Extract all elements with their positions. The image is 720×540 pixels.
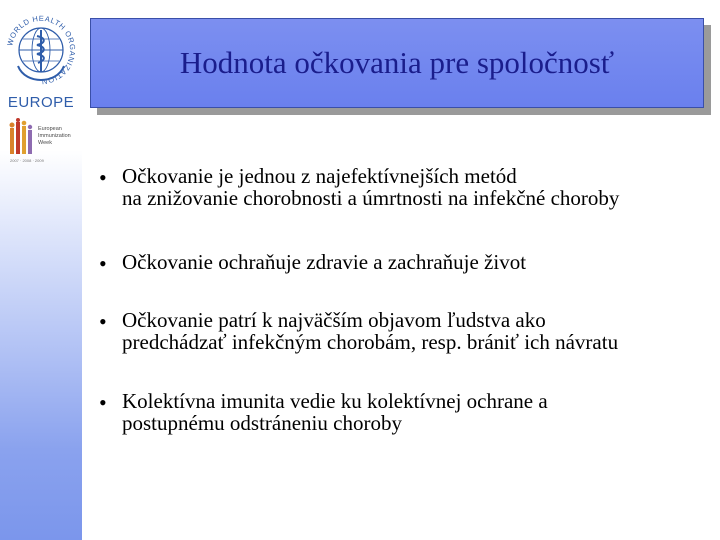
bullet-line-1: Kolektívna imunita vedie ku kolektívnej ochrane a — [122, 389, 548, 413]
eiw-figures-icon — [8, 118, 36, 156]
logo-block — [4, 10, 78, 163]
bullet-mark: • — [99, 251, 107, 276]
bullet-text — [122, 251, 712, 273]
who-ring-text: WORLD HEALTH ORGANIZATION — [5, 13, 78, 87]
bullet-line-2: postupnému odstráneniu choroby — [122, 411, 402, 435]
bullet-text — [122, 390, 712, 434]
bullet-line-1: Očkovanie patrí k najväčším objavom ľudstva ako — [122, 308, 546, 332]
slide-title: Hodnota očkovania pre spoločnosť — [179, 45, 615, 80]
slide-title-box — [90, 18, 704, 108]
bullet-mark: • — [99, 390, 107, 415]
bullet-line-1: Očkovanie je jednou z najefektívnejších metód — [122, 164, 517, 188]
eiw-logo — [8, 118, 78, 166]
eiw-line-1: European — [38, 126, 62, 132]
eiw-label — [38, 126, 71, 147]
eiw-line-3: Week — [38, 140, 52, 146]
eiw-line-2: Immunization — [38, 133, 71, 139]
bullet-text — [122, 165, 712, 209]
eiw-date: 2007 · 2008 · 2009 — [10, 158, 44, 163]
bullet-line-2: predchádzať infekčným chorobám, resp. brániť ich návratu — [122, 330, 619, 354]
who-emblem-icon — [4, 10, 78, 90]
bullet-line-2: na znižovanie chorobnosti a úmrtnosti na infekčné choroby — [122, 186, 620, 210]
bullet-mark: • — [99, 165, 107, 190]
bullet-line-1: Očkovanie ochraňuje zdravie a zachraňuje život — [122, 250, 527, 274]
who-region-label: EUROPE — [7, 94, 75, 111]
bullet-mark: • — [99, 309, 107, 334]
bullet-text — [122, 309, 712, 353]
